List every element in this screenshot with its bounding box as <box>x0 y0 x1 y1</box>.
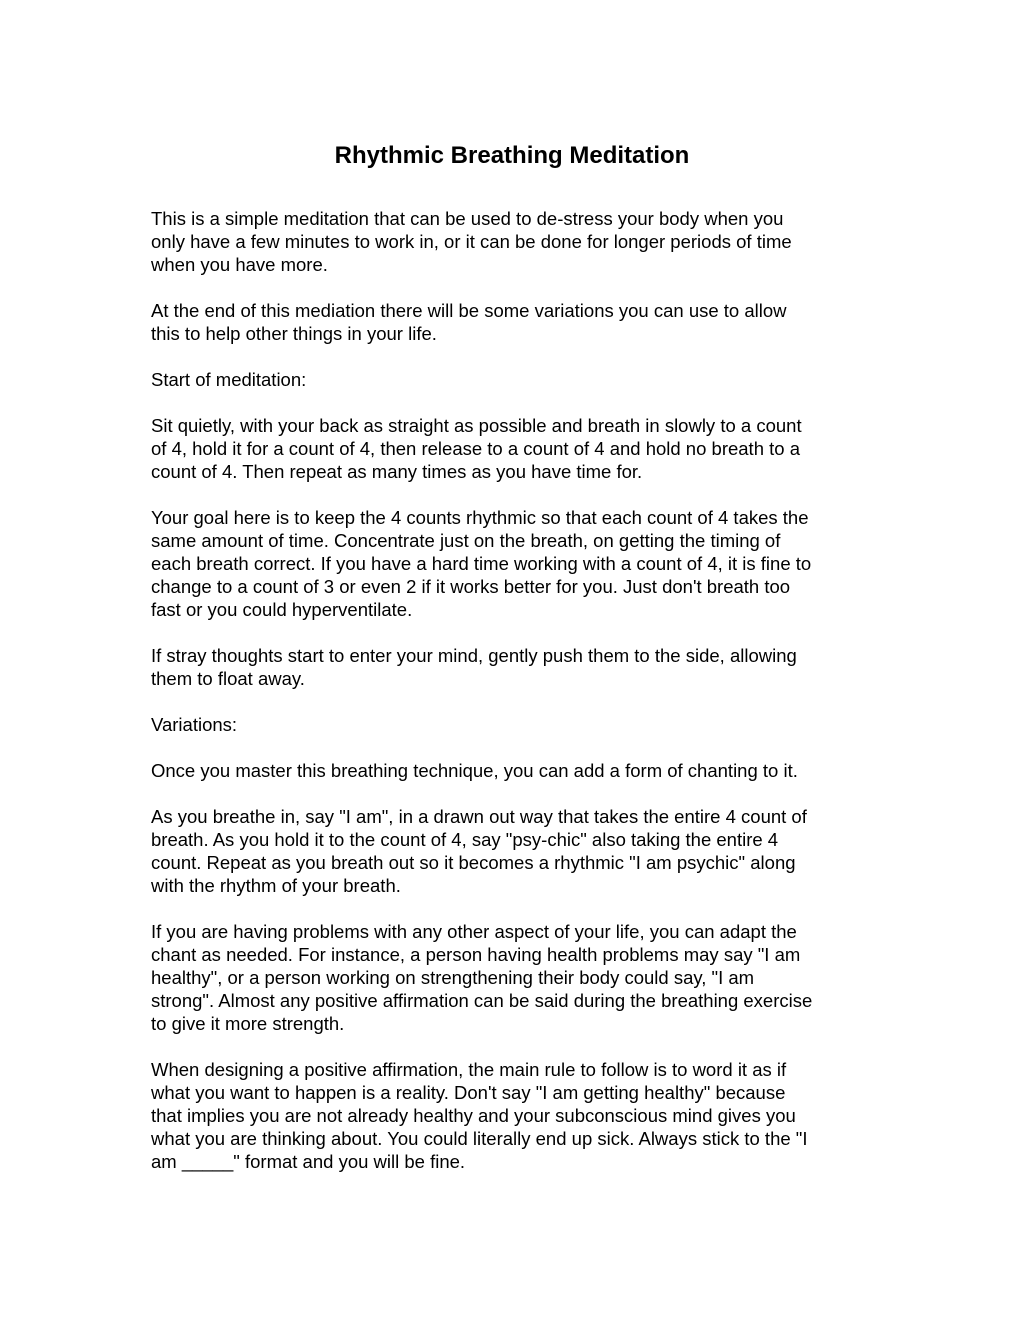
text-line: strong". Almost any positive affirmation can be said during the breathing exercise <box>151 990 813 1011</box>
text-line: Start of meditation: <box>151 369 307 390</box>
text-line: If stray thoughts start to enter your mind, gently push them to the side, allowing <box>151 645 797 666</box>
text-line: same amount of time. Concentrate just on the breath, on getting the timing of <box>151 530 781 551</box>
text-line: that implies you are not already healthy and your subconscious mind gives you <box>151 1105 796 1126</box>
paragraph-i-am-psychic <box>151 805 881 897</box>
text-line: Your goal here is to keep the 4 counts rhythmic so that each count of 4 takes the <box>151 507 809 528</box>
paragraph-intro <box>151 207 881 276</box>
paragraph-variations-note <box>151 299 881 345</box>
paragraph-instructions <box>151 414 881 483</box>
text-line: count. Repeat as you breath out so it becomes a rhythmic "I am psychic" along <box>151 852 796 873</box>
text-line: When designing a positive affirmation, the main rule to follow is to word it as if <box>151 1059 787 1080</box>
text-line: each breath correct. If you have a hard time working with a count of 4, it is fine to <box>151 553 812 574</box>
text-line: Variations: <box>151 714 238 735</box>
paragraph-adapt-chant <box>151 920 881 1035</box>
text-line: of 4, hold it for a count of 4, then release to a count of 4 and hold no breath to a <box>151 438 800 459</box>
document-title: Rhythmic Breathing Meditation <box>334 142 690 169</box>
section-heading-start <box>151 368 881 391</box>
text-line: change to a count of 3 or even 2 if it works better for you. Just don't breath too <box>151 576 791 597</box>
section-heading-variations <box>151 713 881 736</box>
text-line: If you are having problems with any other aspect of your life, you can adapt the <box>151 921 797 942</box>
text-line: this to help other things in your life. <box>151 323 437 344</box>
paragraph-chanting <box>151 759 881 782</box>
text-line: them to float away. <box>151 668 305 689</box>
text-line: fast or you could hyperventilate. <box>151 599 413 620</box>
text-line: At the end of this mediation there will be some variations you can use to allow <box>151 300 787 321</box>
paragraph-affirmation-rule <box>151 1058 881 1173</box>
text-line: chant as needed. For instance, a person having health problems may say "I am <box>151 944 801 965</box>
text-line: count of 4. Then repeat as many times as you have time for. <box>151 461 643 482</box>
document-body <box>151 207 881 1196</box>
text-line: am _____" format and you will be fine. <box>151 1151 466 1172</box>
text-line: what you are thinking about. You could literally end up sick. Always stick to the "I <box>151 1128 808 1149</box>
paragraph-stray-thoughts <box>151 644 881 690</box>
text-line: breath. As you hold it to the count of 4, say "psy-chic" also taking the entire 4 <box>151 829 779 850</box>
text-line: This is a simple meditation that can be used to de-stress your body when you <box>151 208 784 229</box>
text-line: As you breathe in, say "I am", in a drawn out way that takes the entire 4 count of <box>151 806 807 827</box>
text-line: with the rhythm of your breath. <box>151 875 401 896</box>
text-line: Sit quietly, with your back as straight as possible and breath in slowly to a count <box>151 415 802 436</box>
paragraph-goal <box>151 506 881 621</box>
text-line: to give it more strength. <box>151 1013 345 1034</box>
text-line: only have a few minutes to work in, or it can be done for longer periods of time <box>151 231 792 252</box>
text-line: Once you master this breathing technique, you can add a form of chanting to it. <box>151 760 798 781</box>
text-line: when you have more. <box>151 254 328 275</box>
text-line: healthy", or a person working on strengthening their body could say, "I am <box>151 967 755 988</box>
text-line: what you want to happen is a reality. Don't say "I am getting healthy" because <box>151 1082 786 1103</box>
